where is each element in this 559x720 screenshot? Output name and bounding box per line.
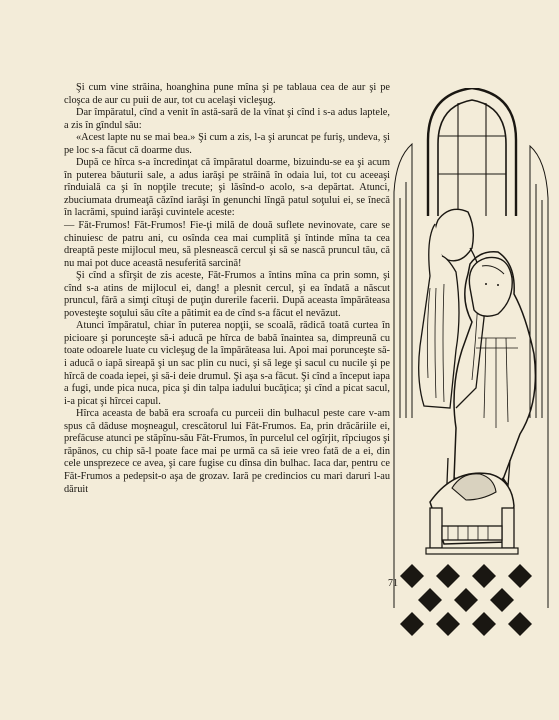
cradle [426,473,518,554]
paragraph: Atunci împăratul, chiar în puterea nopţii, se scoală, rădică toată curtea în picioare şi porunceşte să-i aducă pe hîrca de babă înaintea sa, dimpreună cu toate odoarele luate cu vicleşug de la împărăteasa lui. Apoi mai porunceşte să-i aducă o iapă sireapă şi un sac plin cu nuci, şi să lege şi sacul cu nucile şi pe hîrcă de coada iepei, şi să-i deie drumul. Şi aşa s-a făcut. Şi cînd a început iapa a fugi, unde pica nuca, pica şi din talpa iadului bucăţica; şi cînd a picat sacul, i-a picat şi hîrcei capul. [64,320,390,407]
paragraph: După ce hîrca s-a încredinţat că împăratul doarme, bizuindu-se ea şi acum în puterea băuturii sale, a adus iarăşi pe străină în odaia lui, tot cu aceeaşi rînduială ca şi în nopţile trecute; şi lăsînd-o acolo, s-a depărtat. Atunci, zbuciumata drumeaţă căzînd iarăşi în genunchi lîngă patul soţului ei, se înecă în lacrămi, spuind iarăşi cuvintele aceste: [64,157,390,219]
page-number: 71 [388,578,398,589]
illustration [390,88,554,640]
paragraph: Şi cum vine străina, hoanghina pune mîna şi pe tablaua cea de aur şi pe cloşca de aur cu puii de aur, tot cu acelaşi vicleşug. [64,82,390,106]
paragraph: «Acest lapte nu se mai bea.» Şi cum a zis, l-a şi aruncat pe furiş, undeva, şi pe loc s-a făcut că doarme dus. [64,132,390,156]
woman-figure [446,252,535,512]
diamond-pattern [400,564,532,636]
dialogue-paragraph: — Făt-Frumos! Făt-Frumos! Fie-ţi milă de două suflete nevinovate, care se chinuiesc de patru ani, cu osînda cea mai cumplită şi întinde mîna ta cea dreaptă peste mijlocul meu, să plesnească cercul şi să se nască pruncul tău, că nu mai pot duce această nesuferită sarcină! [64,220,390,269]
text-column [64,82,390,496]
paragraph: Hîrca aceasta de babă era scroafa cu purceii din bulhacul peste care v-am spus că dăduse moşneagul, crescătorul lui Făt-Frumos. Ea, prin drăcăriile ei, prefăcuse atunci pe stăpînu-său Făt-Frumos, în purcelul cel ogîrjit, rîpciugos şi răpănos, cu chip să-l poate face mai pe urmă ca să ieie vreo fată de a ei, din cele unsprezece ce avea, şi care fugise cu dînsa din bulhac. Iaca dar, pentru ce Făt-Frumos a pedepsit-o aşa de grozav. Iară pe credincios cu mari daruri l-au dăruit [64,408,390,495]
paragraph: Şi cînd a sfîrşit de zis aceste, Făt-Frumos a întins mîna ca prin somn, şi cînd s-a atins de mijlocul ei, dang! a plesnit cercul, şi ea îndată a născut pruncul, fără a simţi cîtuşi de puţin durerile facerii. După aceasta împărăteasa povesteşte soţului său cîte a pătimit ea de cînd s-a făcut el nevăzut. [64,270,390,319]
paragraph: Dar împăratul, cînd a venit în astă-sară de la vînat şi cînd i s-a adus laptele, a zis în gîndul său: [64,107,390,131]
